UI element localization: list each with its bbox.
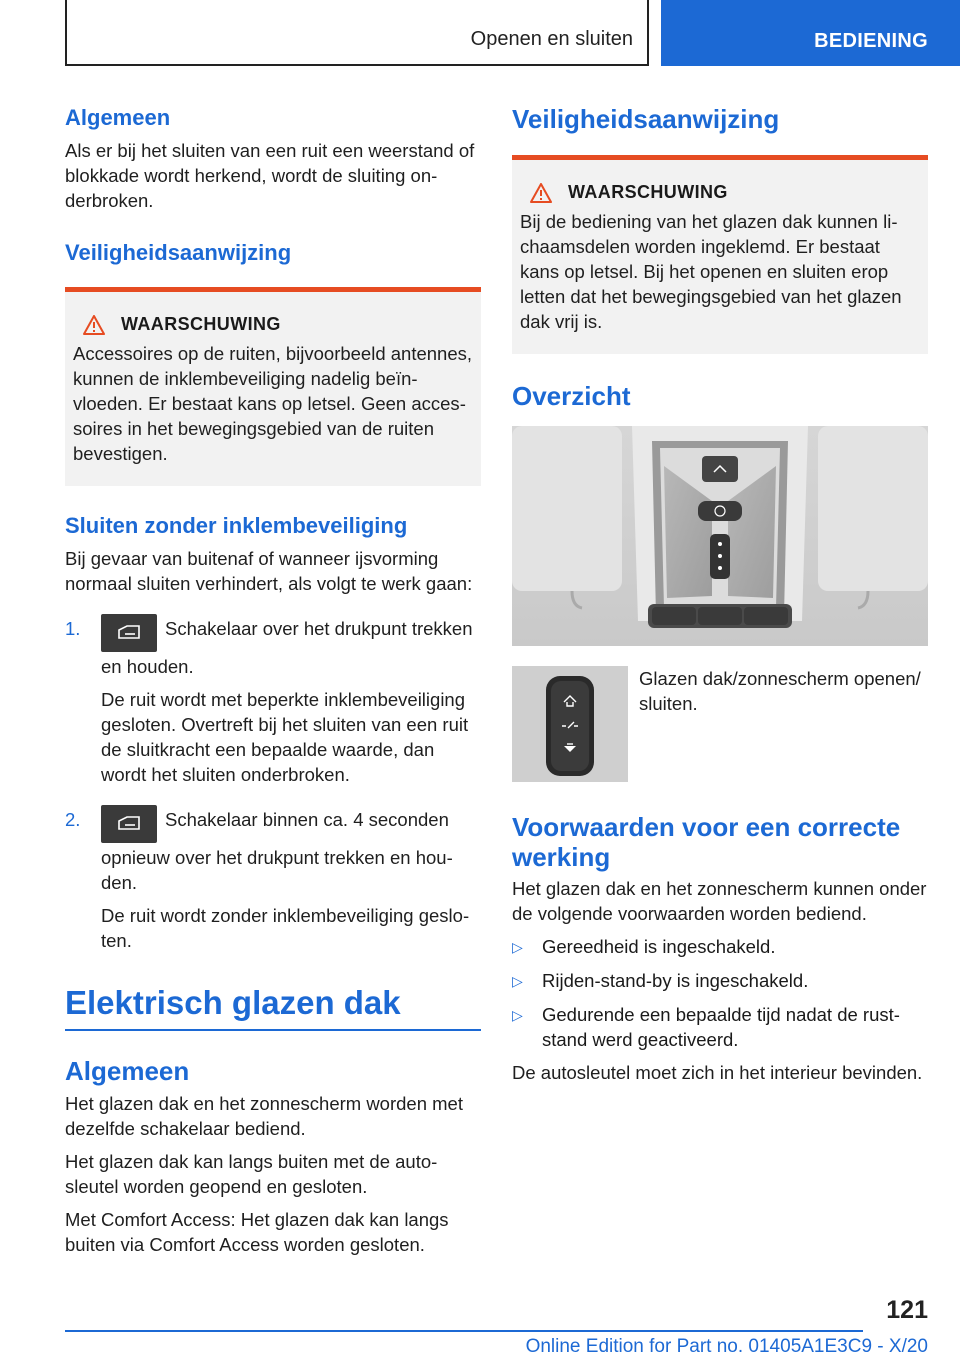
heading-algemeen: Algemeen <box>65 105 171 130</box>
warning-label: WAARSCHUWING <box>568 182 728 202</box>
step-text: Schakelaar over het drukpunt trekken en houden. <box>101 618 473 677</box>
heading-algemeen-dak: Algemeen <box>65 1056 190 1086</box>
warning-label: WAARSCHUWING <box>121 314 281 334</box>
page-number: 121 <box>886 1296 928 1324</box>
list-item <box>512 968 928 994</box>
heading-elektrisch-glazen-dak: Elektrisch glazen dak <box>65 984 401 1021</box>
triangle-bullet-icon: ▷ <box>512 973 523 989</box>
edition-text: Online Edition for Part no. 01405A1E3C9 - X/20 <box>525 1336 928 1357</box>
warning-triangle-icon <box>83 315 105 335</box>
footer-rule <box>65 1330 863 1332</box>
page-header <box>0 0 960 66</box>
heading-voorwaarden: Voorwaarden voor een correcte werking <box>512 812 901 872</box>
step-text-line <box>101 807 481 895</box>
triangle-bullet-icon: ▷ <box>512 1007 523 1023</box>
step-item <box>65 807 481 953</box>
window-switch-icon <box>101 805 157 843</box>
paragraph-voorwaarden: Het glazen dak en het zonnescherm kunnen onder de volgende voorwaarden worden bediend. <box>512 878 927 924</box>
heading-rule <box>65 1029 481 1031</box>
list-item <box>512 1002 928 1052</box>
warning-title <box>73 314 473 335</box>
paragraph-dak-3: Met Comfort Access: Het glazen dak kan langs buiten via Comfort Access worden gesloten. <box>65 1209 449 1255</box>
paragraph-sluiten: Bij gevaar van buitenaf of wanneer ijsvorming normaal sluiten verhindert, als volgt te werk gaan: <box>65 548 473 594</box>
warning-box <box>65 287 481 486</box>
paragraph-algemeen: Als er bij het sluiten van een ruit een weerstand of blokkade wordt herkend, wordt de sluiting onderbroken. <box>65 140 475 211</box>
heading-overzicht: Overzicht <box>512 381 631 411</box>
warning-text: Accessoires op de ruiten, bijvoorbeeld antennes, kunnen de inklembeveiliging nadelig beïnvloeden. Er bestaat kans op letsel. Geen accessoires in het bewegingsgebied van de ruiten bevestigen. <box>73 343 473 464</box>
switch-row <box>512 666 928 782</box>
list-item <box>512 934 928 960</box>
triangle-bullet-icon: ▷ <box>512 939 523 955</box>
window-switch-icon <box>101 614 157 652</box>
step-text-line <box>101 616 481 679</box>
step-subtext: De ruit wordt zonder inklembeveiliging gesloten. <box>101 905 470 951</box>
sunroof-switch-image <box>512 666 628 782</box>
heading-veiligheidsaanwijzing-dak: Veiligheidsaanwijzing <box>512 104 780 134</box>
list-item-text: Rijden-stand-by is ingeschakeld. <box>542 970 809 991</box>
list-item-text: Gereedheid is ingeschakeld. <box>542 936 776 957</box>
warning-box <box>512 155 928 354</box>
left-column <box>65 100 481 1257</box>
paragraph-autosleutel: De autosleutel moet zich in het interieur bevinden. <box>512 1062 923 1083</box>
step-text: Schakelaar binnen ca. 4 seconden opnieuw over het drukpunt trekken en houden. <box>101 809 453 893</box>
roof-console-image <box>512 426 928 646</box>
switch-caption: Glazen dak/zonnescherm openen/ sluiten. <box>639 668 921 714</box>
warning-text: Bij de bediening van het glazen dak kunnen lichaamsdelen worden ingeklemd. Er bestaat kans op letsel. Bij het openen en sluiten erop letten dat het bewegingsgebied van het glazen dak vrij is. <box>520 211 902 332</box>
step-number: 2. <box>65 809 81 830</box>
chapter-tab <box>65 0 649 66</box>
section-tab: BEDIENING <box>661 0 960 66</box>
chapter-title: Openen en sluiten <box>470 28 633 50</box>
warning-title <box>520 182 920 203</box>
warning-triangle-icon <box>530 183 552 203</box>
heading-veiligheidsaanwijzing: Veiligheidsaanwijzing <box>65 240 292 265</box>
heading-sluiten: Sluiten zonder inklembeveiliging <box>65 513 408 538</box>
step-subtext: De ruit wordt met beperkte inklembeveiliging gesloten. Overtreft bij het sluiten van een ruit de sluitkracht een bepaalde waarde, dan wordt het sluiten onderbroken. <box>101 689 469 785</box>
step-item <box>65 616 481 787</box>
paragraph-dak-2: Het glazen dak kan langs buiten met de autosleutel worden geopend en gesloten. <box>65 1151 438 1197</box>
right-column <box>512 100 928 1085</box>
list-item-text: Gedurende een bepaalde tijd nadat de ruststand werd geactiveerd. <box>542 1004 900 1050</box>
paragraph-dak-1: Het glazen dak en het zonnescherm worden met dezelfde schakelaar bediend. <box>65 1093 463 1139</box>
step-number: 1. <box>65 618 81 639</box>
